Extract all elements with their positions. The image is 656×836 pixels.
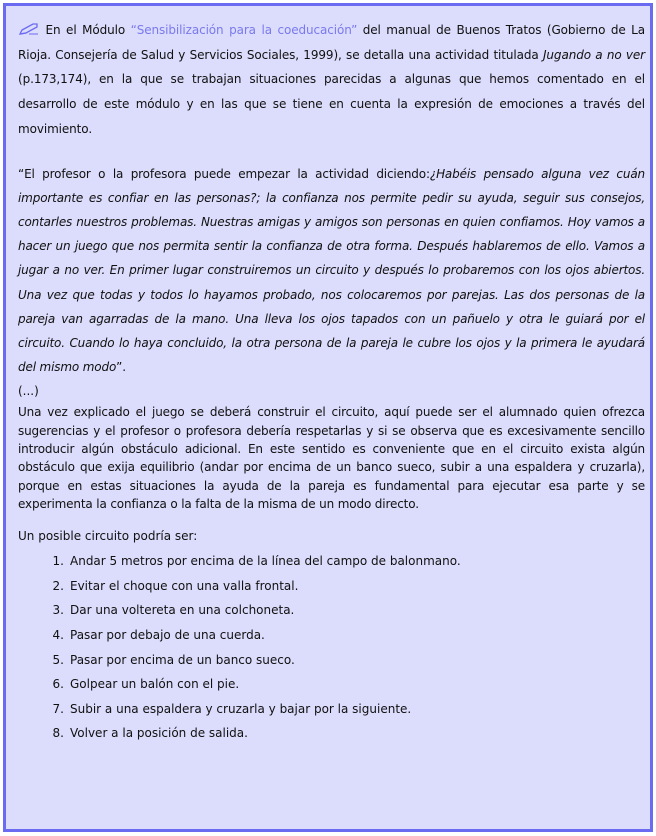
circuit-intro: Un posible circuito podría ser: [18,529,198,544]
module-title: “Sensibilización para la coeducación” [130,23,358,37]
list-item: 8. Volver a la posición de salida. [52,726,248,741]
ellipsis: (...) [18,384,39,399]
quote-paragraph [18,162,645,380]
text-content [18,18,645,746]
intro-middle: del manual de Buenos Tratos (Gobierno de La Rioja. Consejería de Salud y Servicios Sociales, 1999), se detalla una actividad titulada [18,23,645,62]
list-item: 4. Pasar por debajo de una cuerda. [52,627,265,642]
writing-hand-icon [18,22,40,36]
list-item: 6. Golpear un balón con el pie. [52,677,240,692]
list-item: 2. Evitar el choque con una valla frontal. [52,578,299,593]
list-item: 3. Dar una voltereta en una colchoneta. [52,603,295,618]
intro-paragraph [18,18,645,142]
circuit-list [18,549,645,746]
activity-title: Jugando a no ver [542,47,645,62]
list-item: 7. Subir a una espaldera y cruzarla y bajar por la siguiente. [52,701,412,716]
quote-lead: “El profesor o la profesora puede empezar la actividad diciendo: [18,166,430,181]
quote-end: ”. [116,360,126,375]
list-item: 5. Pasar por encima de un banco sueco. [52,652,295,667]
list-item: 1. Andar 5 metros por encima de la línea del campo de balonmano. [52,554,461,569]
quote-italic: ¿Habéis pensado alguna vez cuán importante es confiar en las personas?; la confianza nos permite pedir su ayuda, seguir sus consejos, contarles nuestros problemas. Nuestras amigas y amigos son personas en quien confiamos. Hoy vamos a hacer un juego que nos permita sentir la confianza de otra forma. Después hablaremos de ello. Vamos a jugar a no ver. En primer lugar construiremos un circuito y después lo probaremos con los ojos abiertos. Una vez que todas y todos lo hayamos probado, nos colocaremos por parejas. Las dos personas de la pareja van agarradas de la mano. Una lleva los ojos tapados con un pañuelo y otra le guiará por el circuito. Cuando lo haya concluido, la otra persona de la pareja le cubre los ojos y la primera le ayudará del mismo modo [18,166,645,375]
text-box [3,3,653,832]
intro-prefix: En el Módulo [40,23,131,37]
explanation-paragraph: Una vez explicado el juego se deberá construir el circuito, aquí puede ser el alumnado quien ofrezca sugerencias y el profesor o profesora debería respetarlas y si se observa que es excesivamente sencillo introducir algún obstáculo adicional. En este sentido es conveniente que en el circuito exista algún obstáculo que exija equilibrio (andar por encima de un banco sueco, subir a una espaldera y cruzarla), porque en estas situaciones la ayuda de la pareja es fundamental para ejecutar esa parte y se experimenta la confianza o la falta de la misma de un modo directo. [18,405,645,511]
intro-suffix: (p.173,174), en la que se trabajan situaciones parecidas a algunas que hemos comentado en el desarrollo de este módulo y en las que se tiene en cuenta la expresión de emociones a través del movimiento. [18,72,645,136]
